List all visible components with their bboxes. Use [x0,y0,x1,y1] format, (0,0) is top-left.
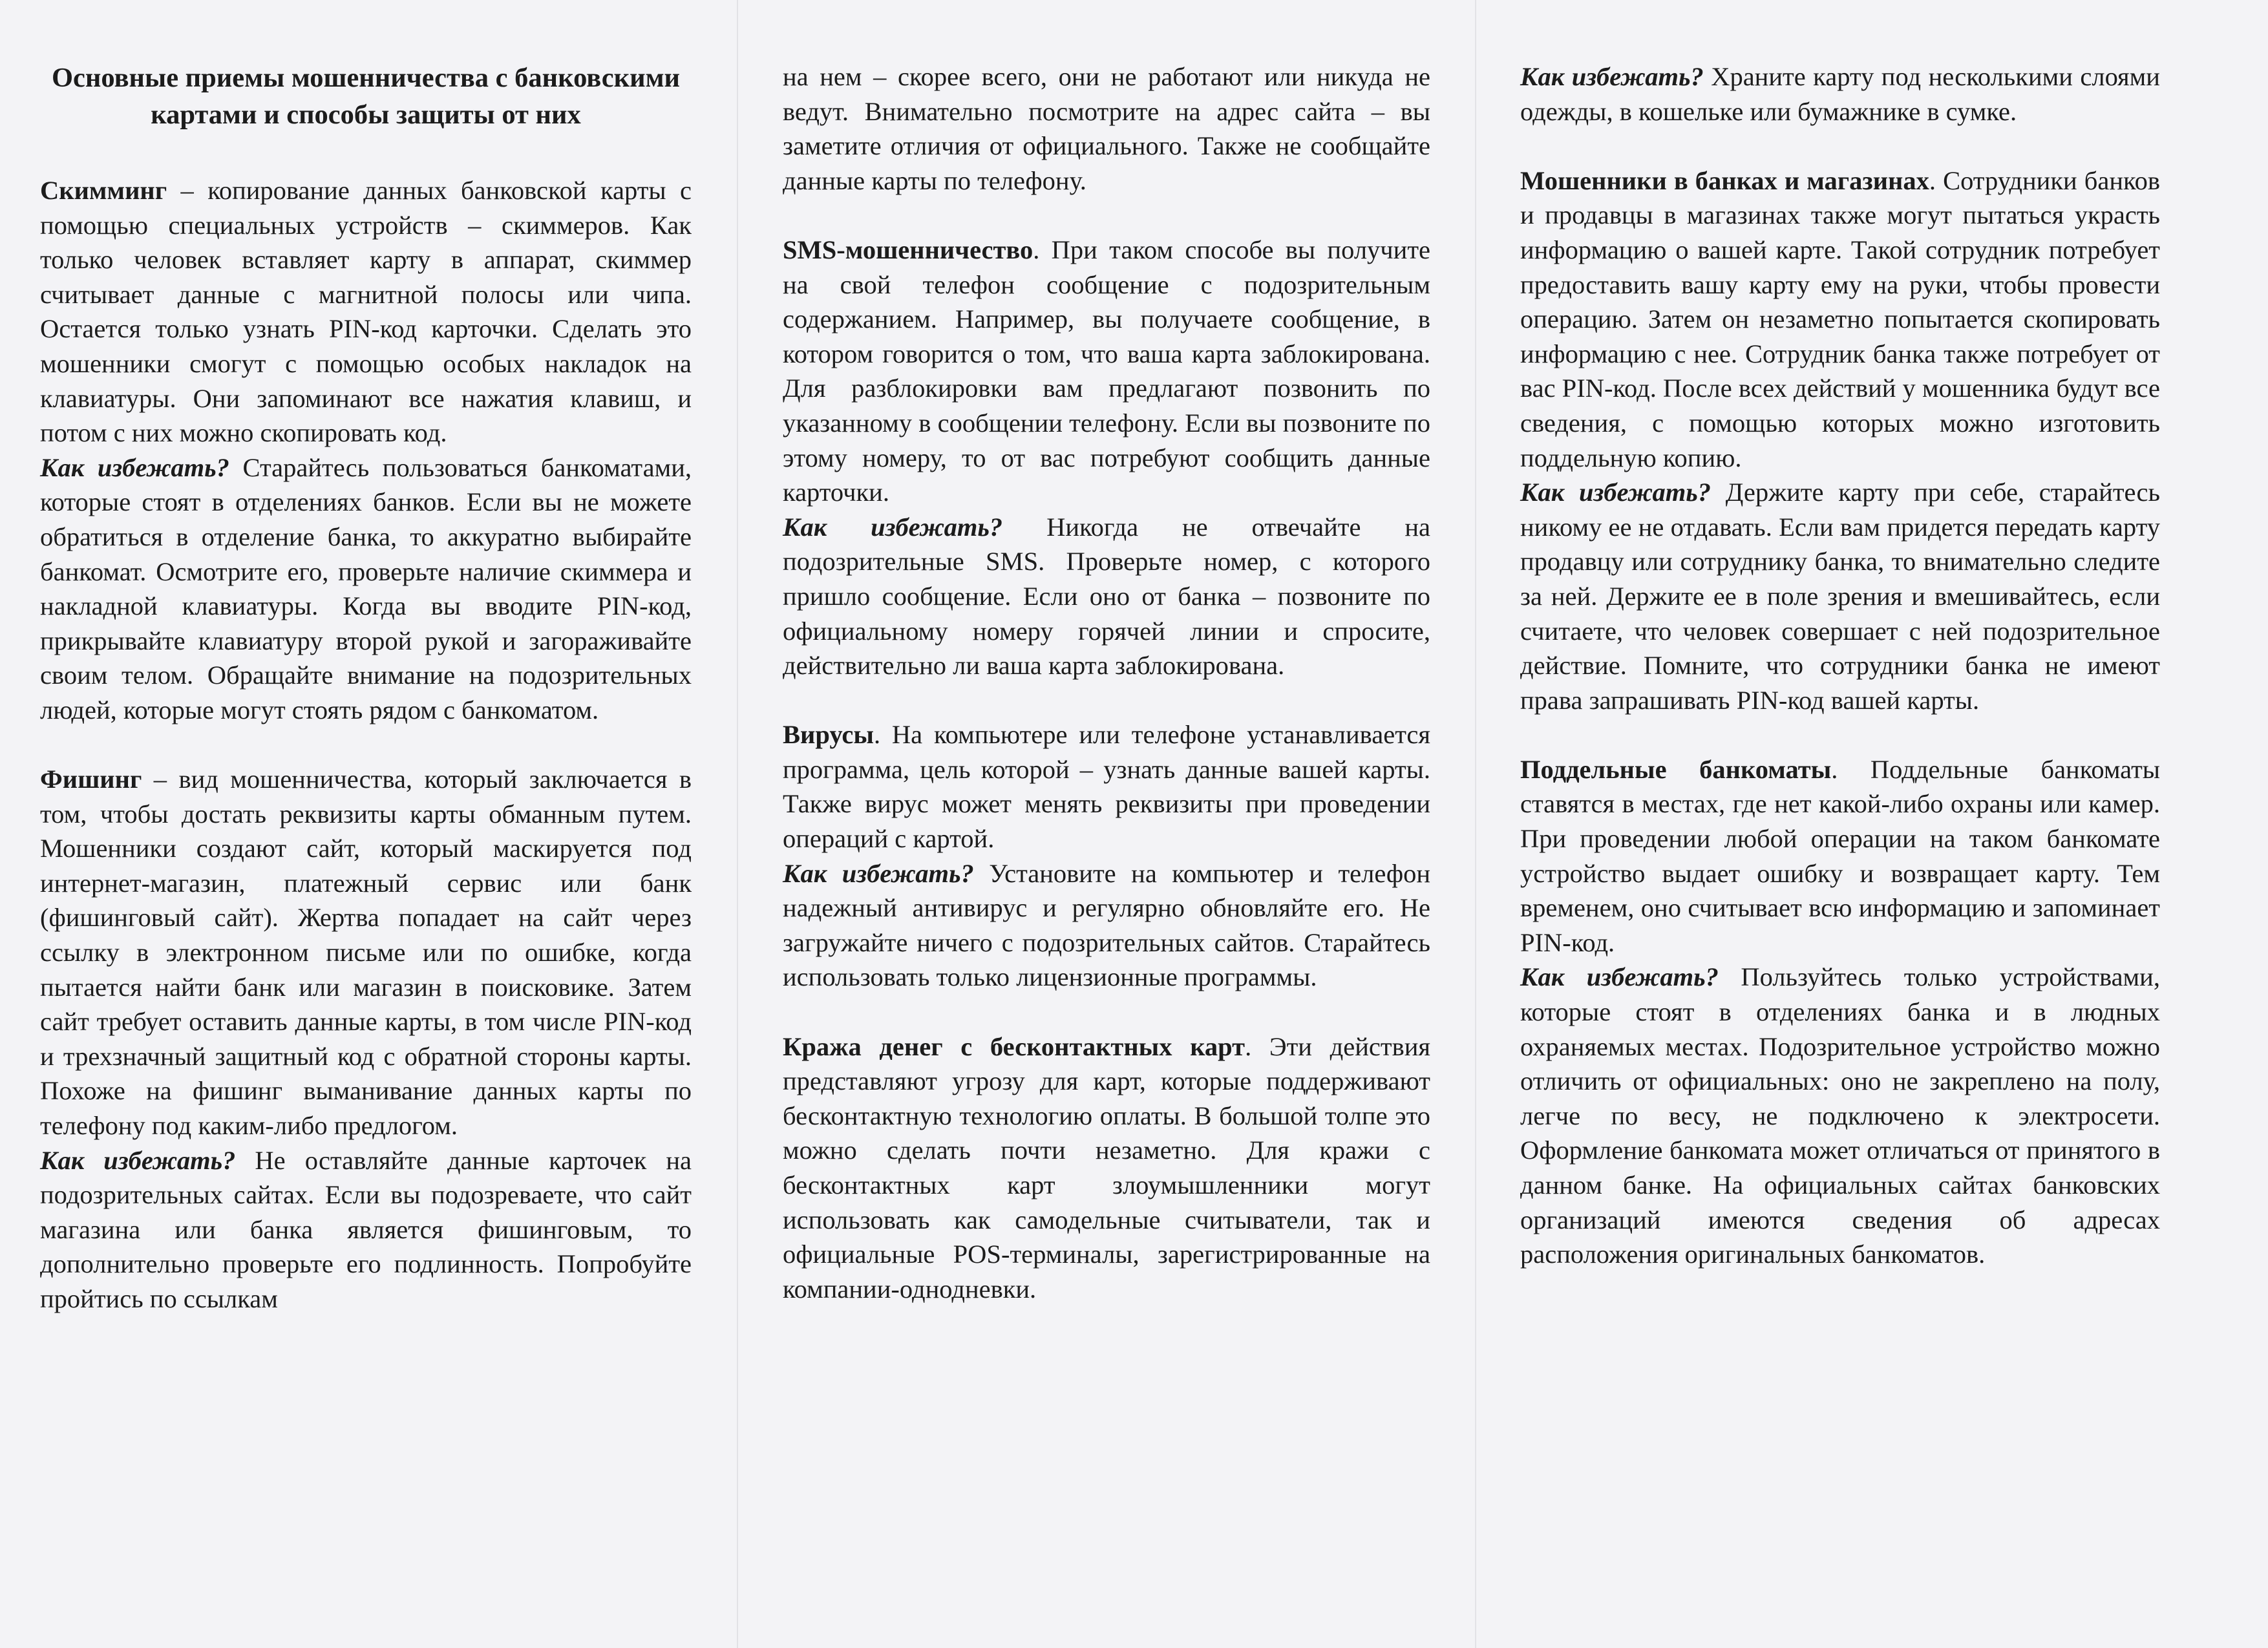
skimming-advice-text: Старайтесь пользоваться банкоматами, которые стоят в отделениях банков. Если вы не можете обратиться в отделение банка, то аккуратно выбирайте банкомат. Осмотрите его, проверьте наличие скиммера и накладной клавиатуры. Когда вы вводите PIN-код, прикрывайте клавиатуру второй рукой и загораживайте своим телом. Обращайте внимание на подозрительных людей, которые могут стоять рядом с банкоматом. [40,452,692,724]
column-right [1520,59,2160,1272]
fake-atms-advice [1520,960,2160,1271]
how-to-avoid-label: Как избежать? [1520,62,1704,91]
skimming-term: Скимминг [40,176,167,205]
phishing-term: Фишинг [40,765,142,794]
spacer [783,198,1430,233]
fake-atms-advice-text: Пользуйтесь только устройствами, которые стоят в отделениях банка и в людных охраняемых местах. Подозрительное устройство можно отличить от официальных: оно не закреплено на полу, легче по весу, не подключено к электросети. Оформление банкомата может отличаться от принятого в данном банке. На официальных сайтах банковских организаций имеются сведения об адресах расположения оригинальных банкоматов. [1520,962,2160,1269]
viruses-advice [783,856,1430,995]
spacer [40,728,692,763]
insiders-paragraph [1520,164,2160,475]
insiders-advice [1520,475,2160,717]
page-title: Основные приемы мошенничества с банковскими картами и способы защиты от них [51,63,681,130]
spacer [783,683,1430,718]
fake-atms-term: Поддельные банкоматы [1520,754,1832,784]
fake-atms-body: . Поддельные банкоматы ставятся в местах, где нет какой-либо охраны или камер. При проведении любой операции на таком банкомате устройство выдает ошибку и возвращает карту. Тем временем, оно считывает всю информацию и запоминает PIN-код. [1520,754,2161,957]
phishing-advice-text-part1: Не оставляйте данные карточек на подозрительных сайтах. Если вы подозреваете, что сайт магазина или банка является фишинговым, то дополнительно проверьте его подлинность. Попробуйте пройтись по ссылкам [40,1145,692,1313]
how-to-avoid-label: Как избежать? [783,512,1003,542]
sms-advice-text: Никогда не отвечайте на подозрительные SMS. Проверьте номер, с которого пришло сообщение. Если оно от банка – позвоните по официальному номеру горячей линии и спросите, действительно ли ваша карта заблокирована. [783,512,1430,681]
contactless-term: Кража денег с бесконтактных карт [783,1031,1245,1061]
contactless-advice-text: Храните карту под несколькими слоями одежды, в кошельке или бумажнике в сумке. [1520,62,2160,126]
fake-atms-paragraph [1520,752,2160,960]
contactless-paragraph [783,1030,1430,1307]
how-to-avoid-label: Как избежать? [1520,962,1719,992]
contactless-body: . Эти действия представляют угрозу для карт, которые поддерживают бесконтактную технологию оплаты. В большой толпе это можно сделать почти незаметно. Для кражи с бесконтактных карт злоумышленники могут использовать как самодельные считыватели, так и официальные POS-терминалы, зарегистрированные на компании-однодневки. [783,1031,1430,1304]
fold-line-left [737,0,738,1648]
how-to-avoid-label: Как избежать? [783,858,974,888]
phishing-advice [40,1143,692,1316]
how-to-avoid-label: Как избежать? [40,1145,236,1175]
phishing-body: – вид мошенничества, который заключается в том, чтобы достать реквизиты карты обманным путем. Мошенники создают сайт, который маскируется под интернет-магазин, платежный сервис или банк (фишинговый сайт). Жертва попадает на сайт через ссылку в электронном письме или по ошибке, когда пытается найти банк или магазин в поисковике. Затем сайт требует оставить данные карты, в том числе PIN-код и трехзначный защитный код с обратной стороны карты. Похоже на фишинг выманивание данных карты по телефону под каким-либо предлогом. [40,765,692,1141]
sms-advice [783,510,1430,683]
skimming-paragraph [40,173,692,450]
spacer [783,995,1430,1030]
viruses-body: . На компьютере или телефоне устанавливается программа, цель которой – узнать данные вашей карты. Также вирус может менять реквизиты при проведении операций с картой. [783,720,1430,854]
skimming-body: – копирование данных банковской карты с помощью специальных устройств – скиммеров. Как только человек вставляет карту в аппарат, скиммер считывает данные с магнитной полосы или чипа. Остается только узнать PIN-код карточки. Сделать это мошенники смогут с помощью особых накладок на клавиатуры. Они запоминают все нажатия клавиш, и потом с них можно скопировать код. [40,176,692,448]
sms-term: SMS-мошенничество [783,235,1033,264]
spacer [1520,129,2160,164]
viruses-paragraph [783,717,1430,856]
viruses-term: Вирусы [783,720,874,750]
phishing-advice-continued: на нем – скорее всего, они не работают или никуда не ведут. Внимательно посмотрите на адрес сайта – вы заметите отличия от официального. Также не сообщайте данные карты по телефону. [783,62,1430,195]
fold-line-right [1475,0,1476,1648]
sms-body: . При таком способе вы получите на свой телефон сообщение с подозрительным содержанием. Например, вы получаете сообщение, в котором говорится о том, что ваша карта заблокирована. Для разблокировки вам предлагают позвонить по указанному в сообщении телефону. Если вы позвоните по этому номеру, то от вас потребуют сообщить данные карточки. [783,235,1430,507]
sms-paragraph [783,233,1430,510]
insiders-advice-text: Держите карту при себе, старайтесь никому ее не отдавать. Если вам придется передать карту продавцу или сотруднику банка, то внимательно следите за ней. Держите ее в поле зрения и вмешивайтесь, если считаете, что человек совершает с ней подозрительное действие. Помните, что сотрудники банка не имеют права запрашивать PIN-код вашей карты. [1520,478,2160,715]
insiders-body: . Сотрудники банков и продавцы в магазинах также могут пытаться украсть информацию о вашей карте. Такой сотрудник потребует предоставить вашу карту ему на руки, чтобы провести операцию. Затем он незаметно попытается скопировать информацию с нее. Сотрудник банка также потребует от вас PIN-код. После всех действий у мошенника будут все сведения, с помощью которых можно изготовить поддельную копию. [1520,165,2160,472]
spacer [1520,717,2160,752]
how-to-avoid-label: Как избежать? [1520,478,1712,507]
skimming-advice [40,450,692,728]
contactless-advice [1520,59,2160,129]
viruses-advice-text: Установите на компьютер и телефон надежный антивирус и регулярно обновляйте его. Не загружайте ничего с подозрительных сайтов. Старайтесь использовать только лицензионные программы. [783,858,1430,992]
insiders-term: Мошенники в банках и магазинах [1520,165,1929,195]
column-left [40,59,692,1316]
phishing-paragraph [40,762,692,1143]
column-middle [783,59,1430,1306]
how-to-avoid-label: Как избежать? [40,452,229,482]
